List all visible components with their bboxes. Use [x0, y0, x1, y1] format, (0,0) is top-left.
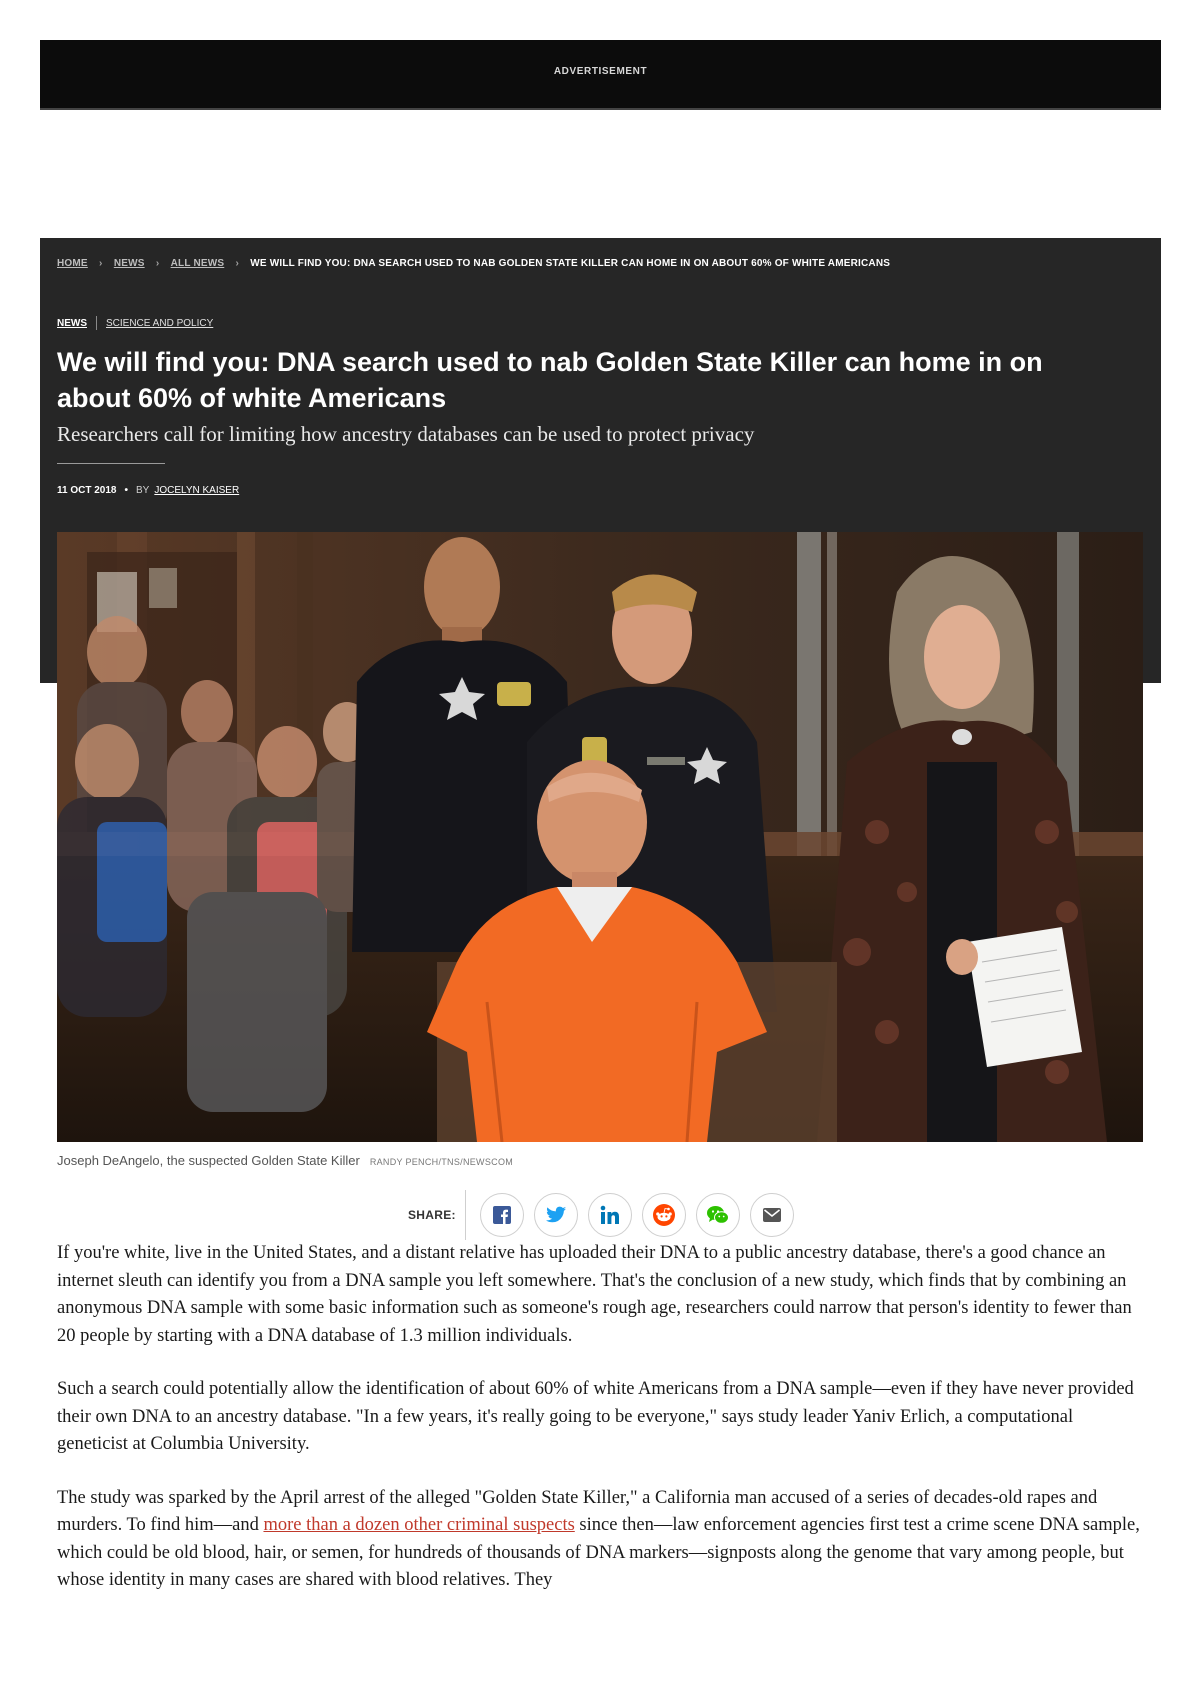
advertisement-label: ADVERTISEMENT	[553, 66, 648, 77]
share-linkedin-button[interactable]	[588, 1193, 632, 1237]
wechat-icon	[707, 1205, 729, 1225]
chevron-right-icon: ›	[99, 258, 103, 269]
share-wechat-button[interactable]	[696, 1193, 740, 1237]
article-date: 11 OCT 2018	[57, 485, 117, 496]
email-icon	[763, 1208, 781, 1222]
courtroom-photo-illustration	[57, 532, 1143, 1142]
breadcrumb-home[interactable]: HOME	[57, 258, 88, 269]
lead-photo	[57, 532, 1143, 1142]
share-bar	[408, 1190, 804, 1240]
header-divider	[57, 463, 165, 464]
category-divider	[96, 316, 97, 330]
article-subhead: Researchers call for limiting how ancestry databases can be used to protect privacy	[57, 422, 755, 446]
criminal-suspects-link[interactable]: more than a dozen other criminal suspects	[263, 1515, 575, 1535]
breadcrumb-news[interactable]: NEWS	[113, 258, 145, 269]
chevron-right-icon: ›	[235, 258, 240, 269]
paragraph-text: since then—law enforcement agencies first test a crime scene DNA sample, which could be old blood, hair, or semen, for hundreds of thousands of DNA markers—signposts along the genome that vary among people, but whose identity in many cases are shared with blood relatives. They	[57, 1515, 1140, 1590]
article-paragraph: Such a search could potentially allow the identification of about 60% of white Americans from a DNA sample—even if they have never provided their own DNA to an ancestry database. "In a few years, it's really going to be everyone," says study leader Yaniv Erlich, a computational geneticist at Columbia University.	[57, 1379, 1134, 1454]
share-label: SHARE:	[408, 1208, 456, 1222]
photo-caption	[57, 1153, 513, 1168]
page-title: We will find you: DNA search used to nab Golden State Killer can home in on about 60% of white Americans	[57, 347, 1043, 413]
linkedin-icon	[600, 1205, 620, 1225]
author-link[interactable]: JOCELYN KAISER	[154, 485, 240, 496]
share-email-button[interactable]	[750, 1193, 794, 1237]
breadcrumb-all-news[interactable]: ALL NEWS	[170, 258, 225, 269]
reddit-icon	[653, 1204, 675, 1226]
advertisement-banner[interactable]	[40, 40, 1161, 110]
share-divider	[465, 1190, 466, 1240]
article-byline	[57, 485, 239, 496]
caption-text: Joseph DeAngelo, the suspected Golden State Killer	[57, 1153, 360, 1168]
article-categories	[57, 316, 213, 330]
category-science-policy-link[interactable]: SCIENCE AND POLICY	[106, 317, 214, 329]
share-reddit-button[interactable]	[642, 1193, 686, 1237]
byline-by: BY	[136, 485, 150, 496]
breadcrumb	[57, 258, 890, 269]
chevron-right-icon: ›	[155, 258, 160, 269]
breadcrumb-current: WE WILL FIND YOU: DNA SEARCH USED TO NAB GOLDEN STATE KILLER CAN HOME IN ON ABOUT 60% OF WHITE AMERICANS	[250, 258, 891, 269]
byline-separator: •	[124, 485, 128, 496]
share-facebook-button[interactable]	[480, 1193, 524, 1237]
twitter-icon	[546, 1206, 566, 1224]
facebook-icon	[493, 1206, 511, 1224]
article-paragraph: If you're white, live in the United States, and a distant relative has uploaded their DNA to a public ancestry database, there's a good chance an internet sleuth can identify you from a DNA sample you left somewhere. That's the conclusion of a new study, which finds that by combining an anonymous DNA sample with some basic information such as someone's rough age, researchers could narrow that person's identity to fewer than 20 people by starting with a DNA database of 1.3 million individuals.	[57, 1243, 1132, 1346]
share-twitter-button[interactable]	[534, 1193, 578, 1237]
article-body	[57, 1240, 1147, 1621]
photo-credit: RANDY PENCH/TNS/NEWSCOM	[369, 1157, 514, 1167]
paragraph-text: The study was sparked by the April arrest of the alleged "Golden State Killer," a California man accused of a series of decades-old rapes and murders. To find him—and	[57, 1487, 1098, 1535]
article-paragraph	[57, 1485, 1147, 1595]
category-news-link[interactable]: NEWS	[57, 317, 87, 329]
